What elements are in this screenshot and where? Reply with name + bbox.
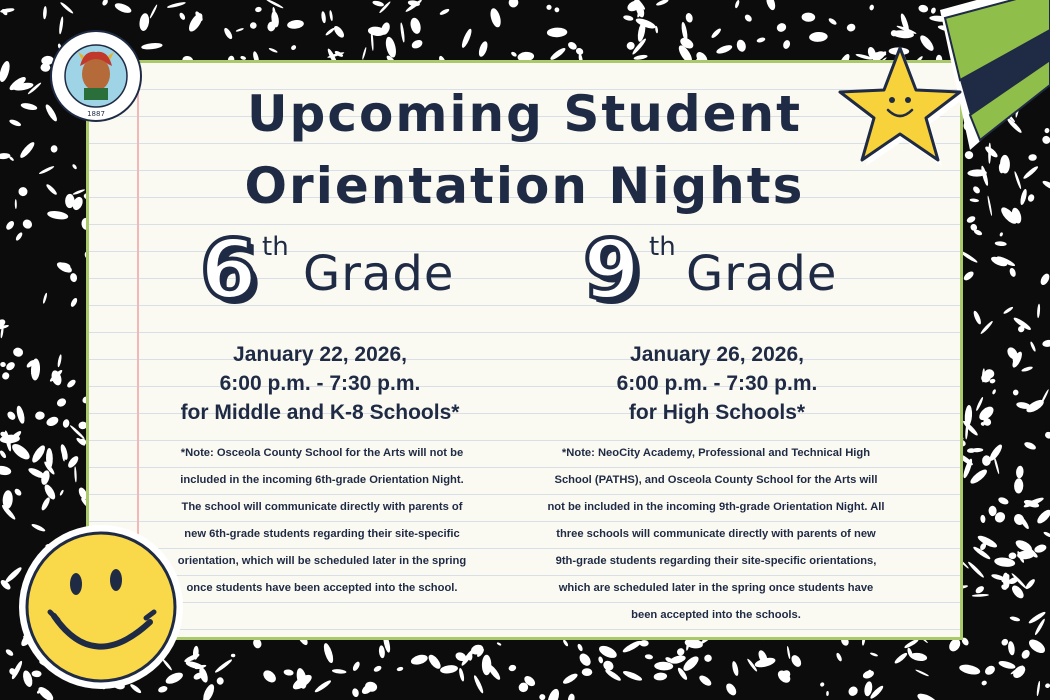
ninth-grade-word: Grade — [686, 246, 838, 302]
sixth-grade-number: 6 — [200, 223, 258, 318]
title-line-1: Upcoming Student — [246, 85, 803, 143]
ninth-grade-time: 6:00 p.m. - 7:30 p.m. — [616, 372, 818, 395]
title-line-2: Orientation Nights — [244, 157, 805, 215]
sixth-grade-suffix: th — [262, 232, 289, 262]
sixth-grade-note: *Note: Osceola County School for the Arts will not be included in the incoming 6th-grade Orientation Night. The school will communicate directly with parents of new 6th-grade students regarding their site-specific orientation, which will be scheduled later in the spring once students have been accepted into the school. — [177, 447, 467, 594]
sixth-grade-word: Grade — [303, 246, 455, 302]
ninth-grade-suffix: th — [649, 232, 676, 262]
seal-year: 1887 — [87, 110, 105, 118]
sixth-grade-heading — [200, 223, 455, 318]
sixth-grade-details — [130, 340, 510, 427]
sixth-grade-time: 6:00 p.m. - 7:30 p.m. — [219, 372, 421, 395]
ninth-grade-audience: for High Schools* — [628, 401, 806, 424]
smiley-face-icon — [16, 522, 186, 692]
ninth-grade-number: 9 — [583, 223, 641, 318]
sixth-grade-date: January 22, 2026, — [233, 343, 407, 366]
ninth-grade-date: January 26, 2026, — [630, 343, 804, 366]
shooting-star-icon — [820, 0, 1050, 220]
ninth-grade-note: *Note: NeoCity Academy, Professional and Technical High School (PATHS), and Osceola County School for the Arts will not be included in the incoming 9th-grade Orientation Night. All three schools will communicate directly with parents of new 9th-grade students regarding their site-specific orientations, which are scheduled later in the spring once students have been accepted into the schools. — [547, 447, 885, 621]
ninth-grade-details — [527, 340, 907, 427]
sixth-grade-audience: for Middle and K-8 Schools* — [180, 401, 460, 424]
ninth-grade-heading — [583, 223, 838, 318]
